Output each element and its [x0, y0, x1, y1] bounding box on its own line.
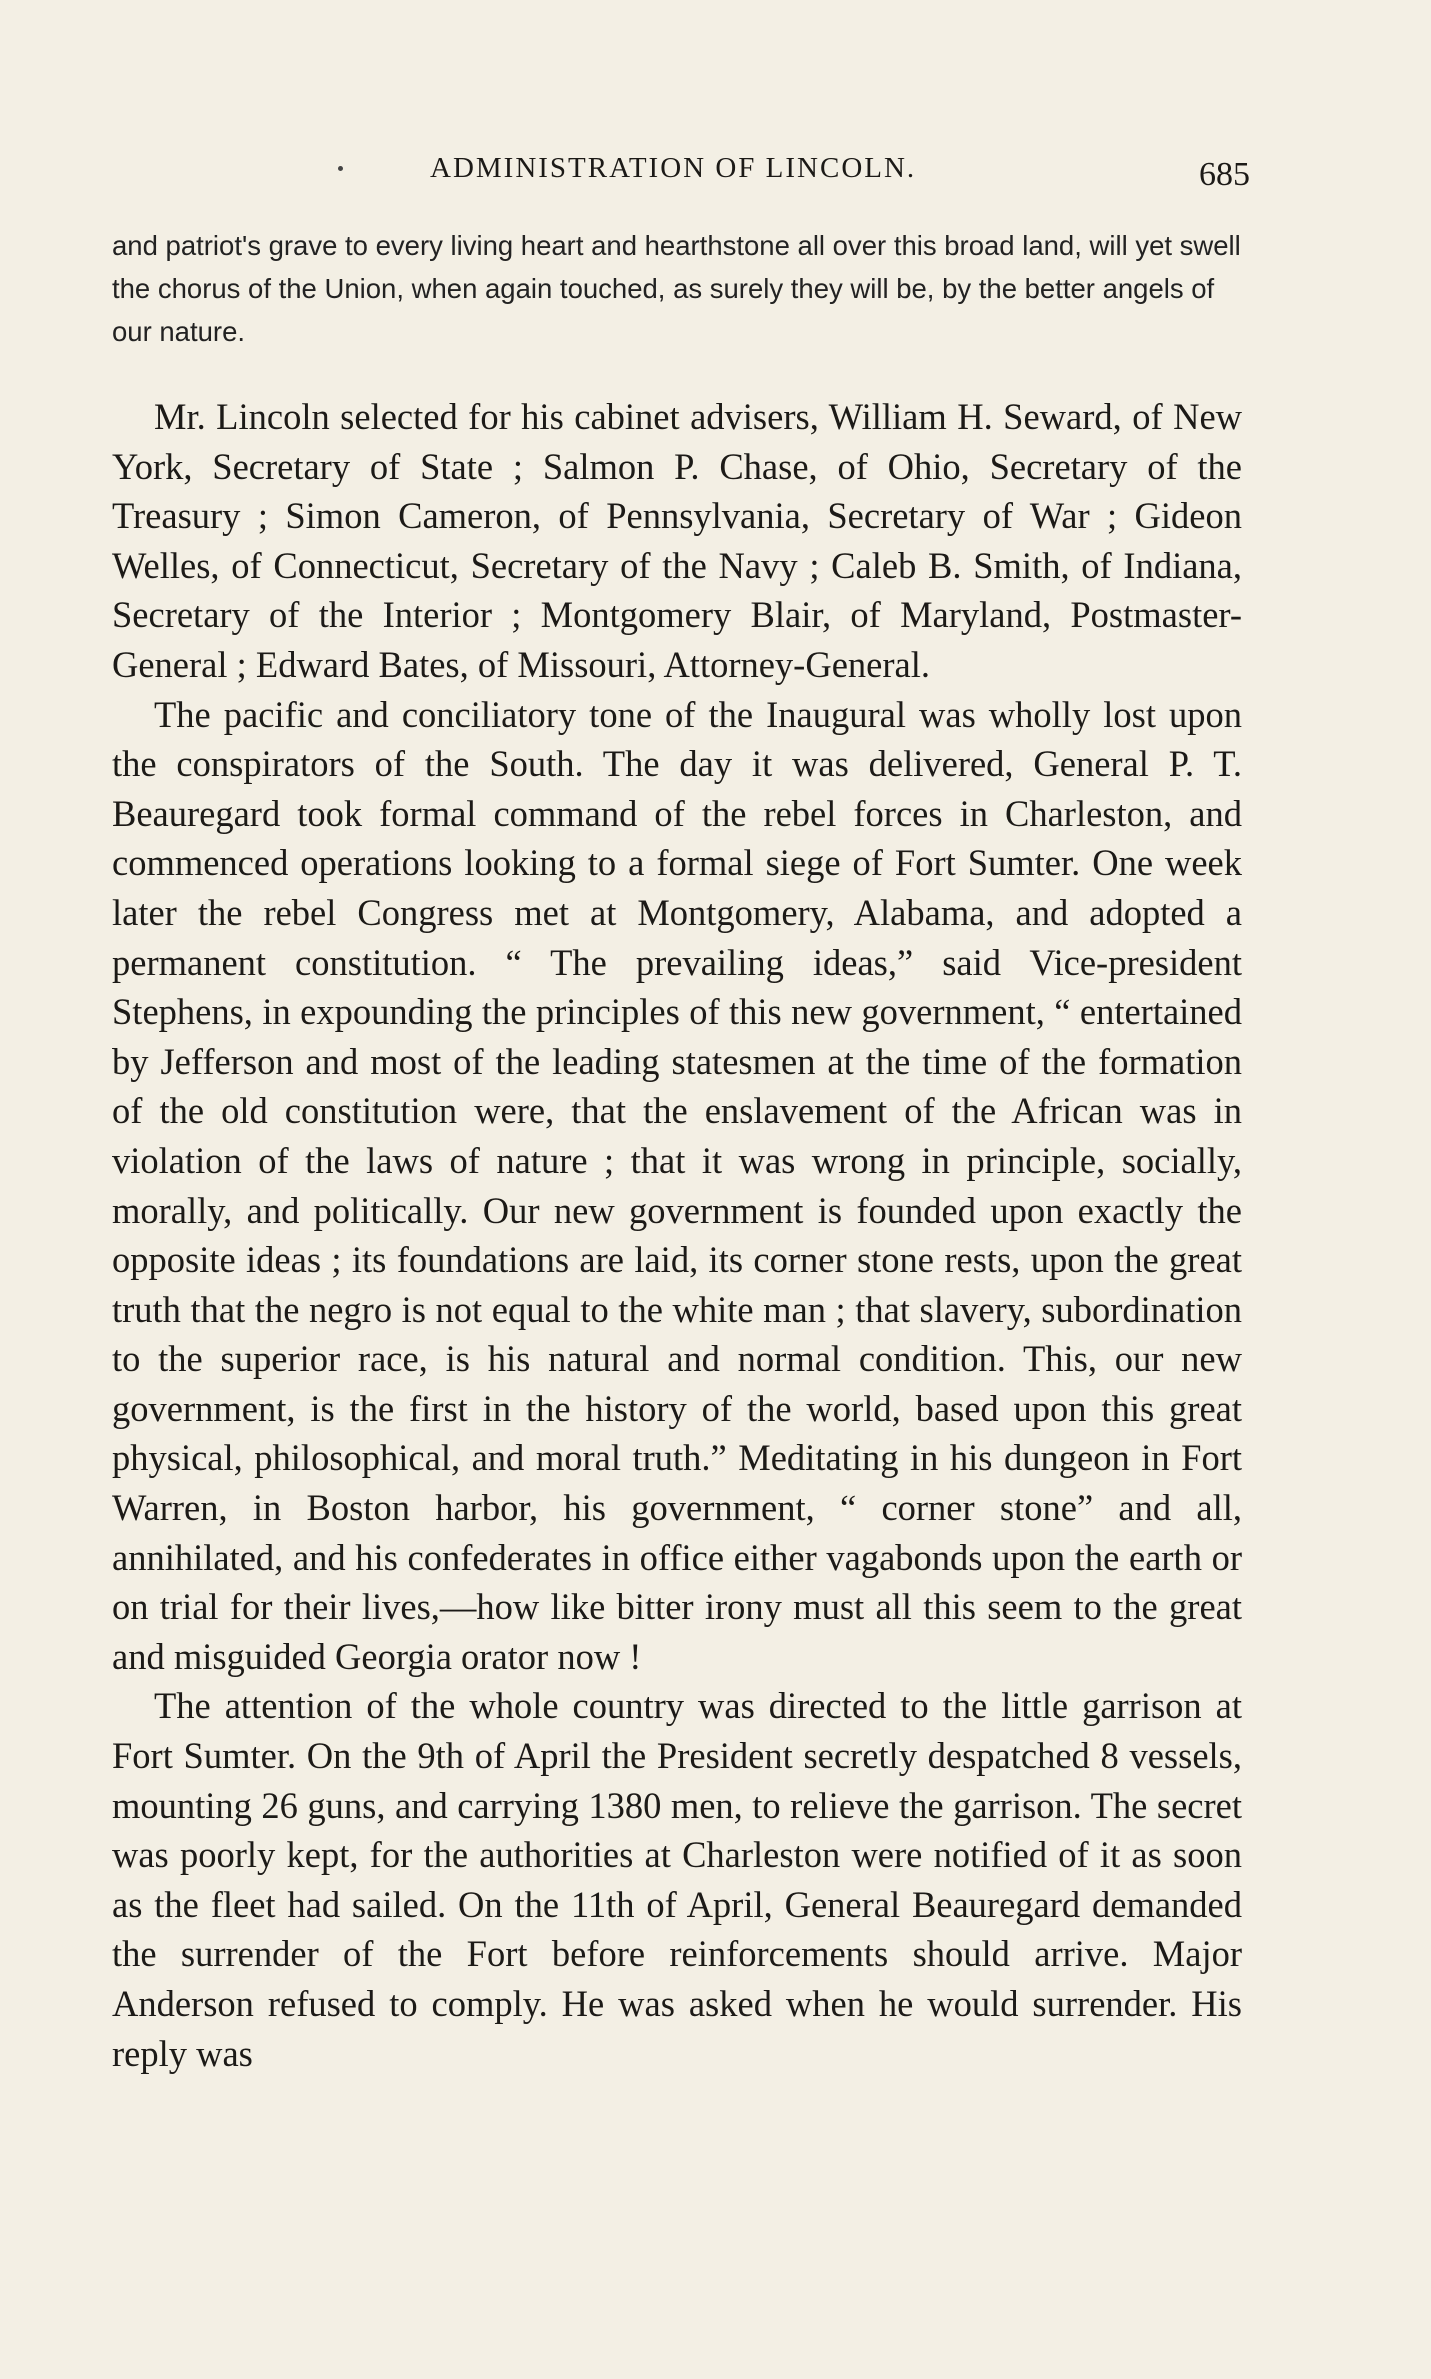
paragraph-cabinet: Mr. Lincoln selected for his cabinet advisers, William H. Seward, of New York, Secretary of State ; Salmon P. Chase, of Ohio, Secretary of the Treasury ; Simon Cameron, of Pennsylvania, Secretary of War ; Gideon Welles, of Connecticut, Secretary of the Navy ; Caleb B. Smith, of Indiana, Secretary of the Interior ; Montgomery Blair, of Maryland, Postmaster-General ; Edward Bates, of Missouri, Attorney-General. [112, 396, 1242, 685]
body-text [112, 392, 1242, 2078]
continued-quote: and patriot's grave to every living heart and hearthstone all over this broad land, will yet swell the chorus of the Union, when again touched, as surely they will be, by the better angels of our nature. [112, 230, 1241, 347]
running-header [430, 152, 1250, 202]
running-title: ADMINISTRATION OF LINCOLN. [430, 152, 917, 184]
page-number: 685 [1199, 156, 1250, 193]
paragraph-inaugural: The pacific and conciliatory tone of the Inaugural was wholly lost upon the conspirators of the South. The day it was delivered, General P. T. Beauregard took formal command of the rebel forces in Charleston, and commenced operations looking to a formal siege of Fort Sumter. One week later the rebel Congress met at Montgomery, Alabama, and adopted a permanent constitution. “ The prevailing ideas,” said Vice-president Stephens, in expounding the principles of this new government, “ entertained by Jefferson and most of the leading statesmen at the time of the formation of the old constitution were, that the enslavement of the African was in violation of the laws of nature ; that it was wrong in principle, socially, morally, and politically. Our new government is founded upon exactly the opposite ideas ; its foundations are laid, its corner stone rests, upon the great truth that the negro is not equal to the white man ; that slavery, subordination to the superior race, is his natural and normal condition. This, our new government, is the first in the history of the world, based upon this great physical, philosophical, and moral truth.” Meditating in his dungeon in Fort Warren, in Boston harbor, his government, “ corner stone” and all, annihilated, and his confederates in office either vagabonds upon the earth or on trial for their lives,—how like bitter irony must all this seem to the great and misguided Georgia orator now ! [112, 693, 1242, 1677]
header-mark [338, 166, 343, 171]
paragraph-fort-sumter: The attention of the whole country was directed to the little garrison at Fort Sumter. On the 9th of April the President secretly despatched 8 vessels, mounting 26 guns, and carrying 1380 men, to relieve the garrison. The secret was poorly kept, for the authorities at Charleston were notified of it as soon as the fleet had sailed. On the 11th of April, General Beauregard demanded the surrender of the Fort before reinforcements should arrive. Major Anderson refused to comply. He was asked when he would surrender. His reply was [112, 1685, 1242, 2074]
